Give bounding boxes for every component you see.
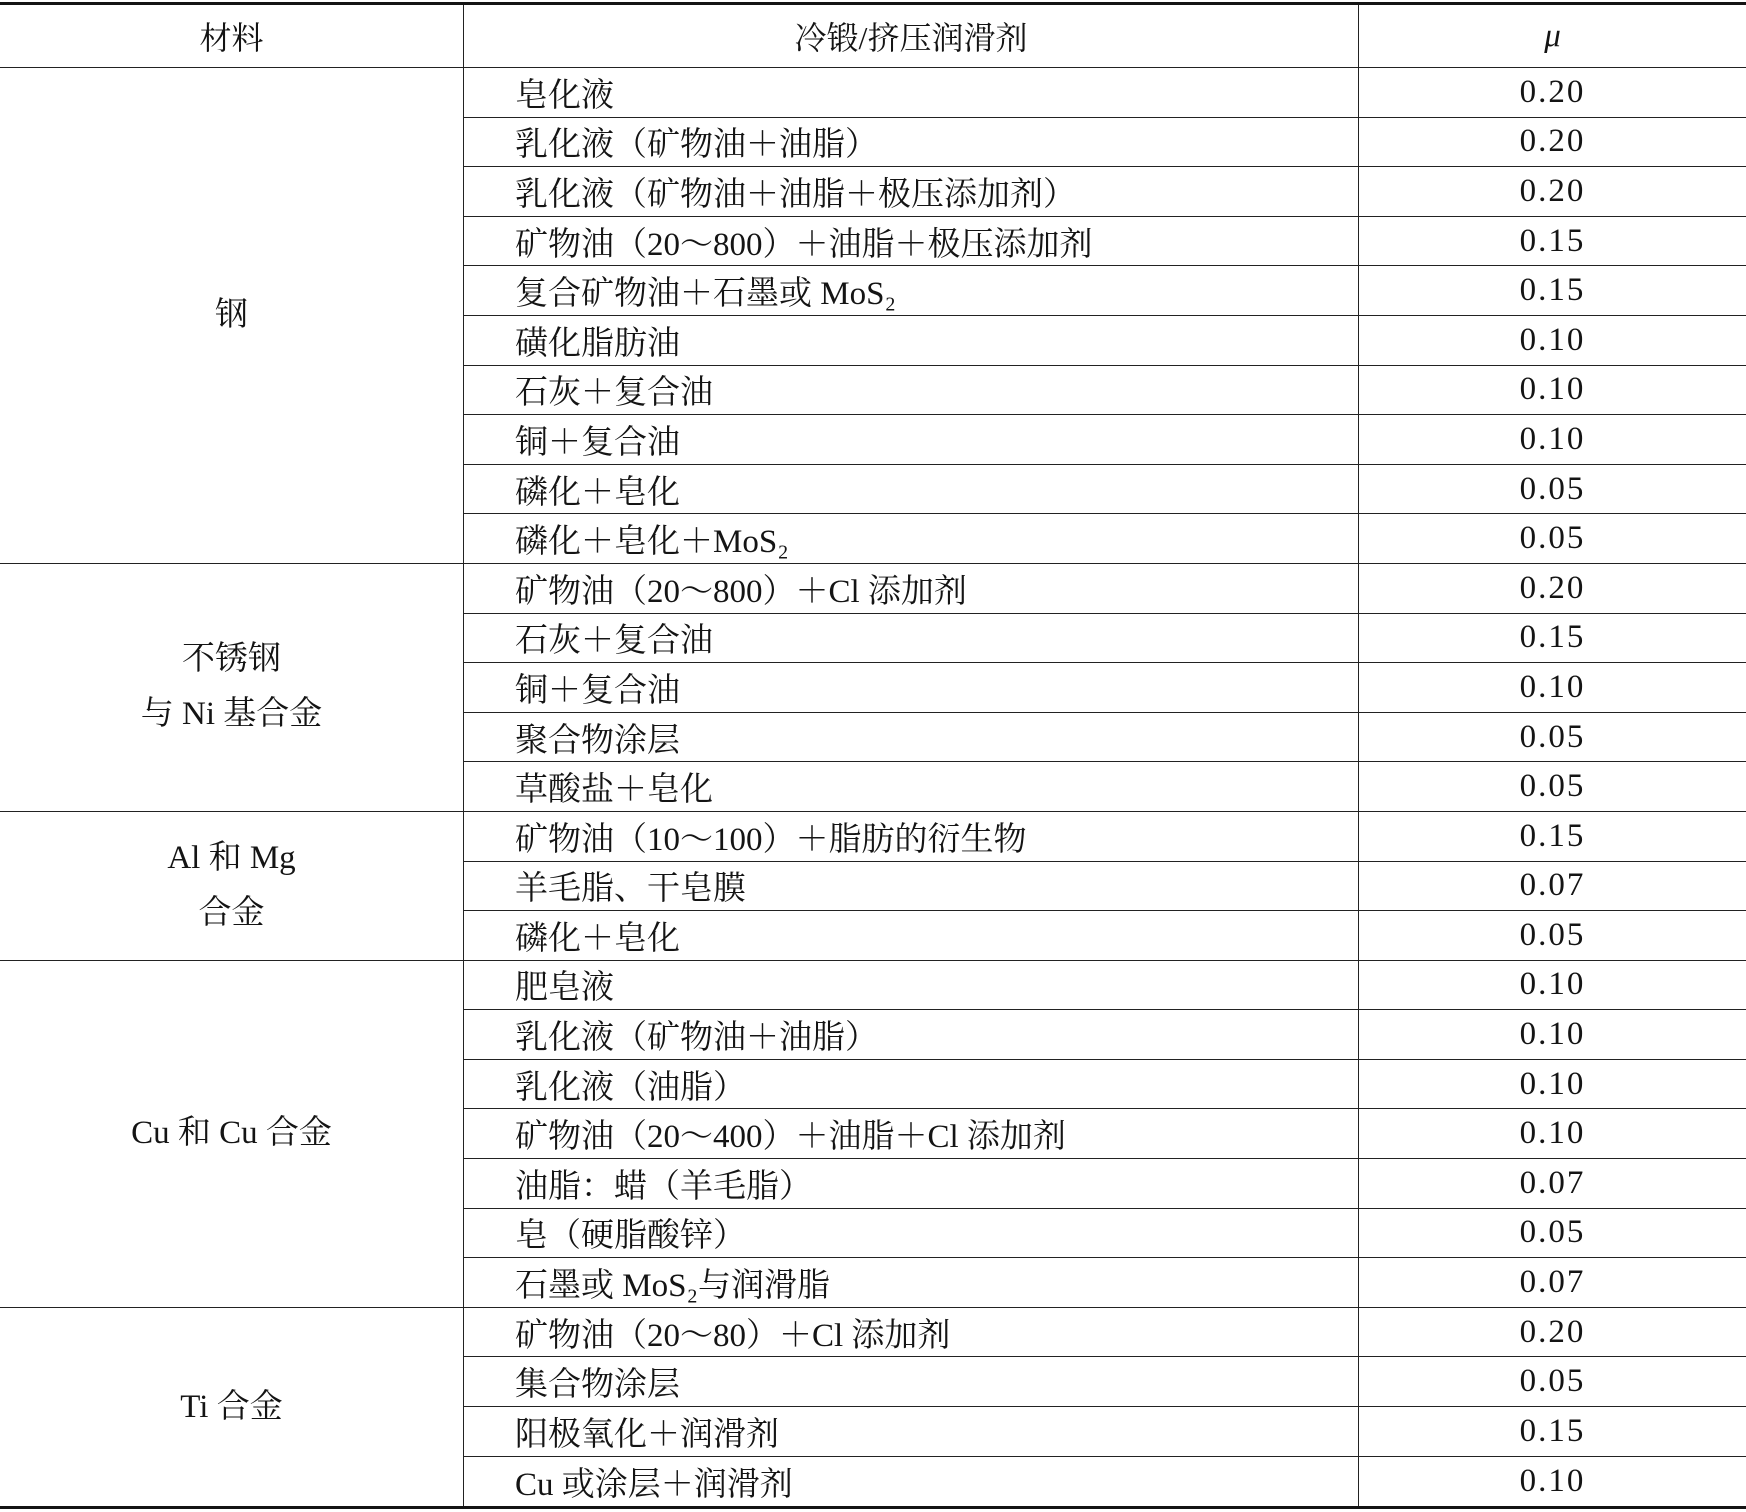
mu-value-cell: 0.07 [1358,1159,1746,1209]
lubricant-cell: 矿物油（20～400）＋油脂＋Cl 添加剂 [463,1109,1358,1159]
mu-value-cell: 0.10 [1358,663,1746,713]
mu-value-cell: 0.20 [1358,564,1746,614]
lubricant-cell: 乳化液（矿物油＋油脂＋极压添加剂） [463,167,1358,217]
lubricant-cell: 矿物油（20～800）＋油脂＋极压添加剂 [463,217,1358,267]
mu-value-cell: 0.05 [1358,911,1746,961]
lubricant-cell: 铜＋复合油 [463,415,1358,465]
material-cell-steel [0,68,463,564]
mu-value-cell: 0.15 [1358,266,1746,316]
lubricant-cell: 油脂：蜡（羊毛脂） [463,1159,1358,1209]
mu-value-cell: 0.05 [1358,713,1746,763]
material-label: Cu 和 Cu 合金 [131,1115,332,1152]
lubricant-cell: 复合矿物油＋石墨或 MoS₂ [463,266,1358,316]
mu-value-cell: 0.05 [1358,465,1746,515]
lubricant-cell: 聚合物涂层 [463,713,1358,763]
mu-value-cell: 0.20 [1358,167,1746,217]
mu-value-cell: 0.10 [1358,316,1746,366]
header-material: 材料 [0,5,463,68]
friction-coefficient-table [0,2,1746,1509]
material-label: 钢 [215,296,248,333]
mu-value-cell: 0.10 [1358,1109,1746,1159]
mu-value-cell: 0.20 [1358,68,1746,118]
mu-value-cell: 0.07 [1358,862,1746,912]
mu-symbol: μ [1544,17,1561,54]
lubricant-cell: 肥皂液 [463,961,1358,1011]
lubricant-cell: 磷化＋皂化 [463,911,1358,961]
mu-value-cell: 0.10 [1358,415,1746,465]
lubricant-cell: 羊毛脂、干皂膜 [463,862,1358,912]
material-label: Ti 合金 [180,1388,283,1425]
material-label: 不锈钢 [182,641,281,678]
material-label: Al 和 Mg [167,839,296,876]
mu-value-cell: 0.20 [1358,1308,1746,1358]
mu-value-cell: 0.10 [1358,961,1746,1011]
lubricant-cell: 集合物涂层 [463,1357,1358,1407]
lubricant-cell: 铜＋复合油 [463,663,1358,713]
lubricant-cell: 矿物油（10～100）＋脂肪的衍生物 [463,812,1358,862]
lubricant-cell: Cu 或涂层＋润滑剂 [463,1457,1358,1507]
material-cell-ti-alloy [0,1308,463,1506]
material-label: 与 Ni 基合金 [140,696,323,733]
lubricant-cell: 阳极氧化＋润滑剂 [463,1407,1358,1457]
lubricant-cell: 草酸盐＋皂化 [463,762,1358,812]
lubricant-cell: 皂化液 [463,68,1358,118]
mu-value-cell: 0.10 [1358,1010,1746,1060]
lubricant-cell: 矿物油（20～800）＋Cl 添加剂 [463,564,1358,614]
lubricant-cell: 乳化液（矿物油＋油脂） [463,1010,1358,1060]
mu-value-cell: 0.20 [1358,118,1746,168]
mu-value-cell: 0.15 [1358,1407,1746,1457]
lubricant-cell: 皂（硬脂酸锌） [463,1209,1358,1259]
mu-value-cell: 0.15 [1358,614,1746,664]
header-mu [1358,5,1746,68]
mu-value-cell: 0.10 [1358,1060,1746,1110]
lubricant-cell: 石灰＋复合油 [463,614,1358,664]
lubricant-cell: 石墨或 MoS₂与润滑脂 [463,1258,1358,1308]
lubricant-cell: 乳化液（矿物油＋油脂） [463,118,1358,168]
header-lubricant: 冷锻/挤压润滑剂 [463,5,1358,68]
mu-value-cell: 0.15 [1358,812,1746,862]
mu-value-cell: 0.10 [1358,366,1746,416]
mu-value-cell: 0.05 [1358,514,1746,564]
lubricant-cell: 磷化＋皂化＋MoS₂ [463,514,1358,564]
material-cell-al-mg-alloy [0,812,463,961]
lubricant-cell: 矿物油（20～80）＋Cl 添加剂 [463,1308,1358,1358]
mu-value-cell: 0.05 [1358,762,1746,812]
mu-value-cell: 0.07 [1358,1258,1746,1308]
lubricant-cell: 磺化脂肪油 [463,316,1358,366]
mu-value-cell: 0.10 [1358,1457,1746,1507]
mu-value-cell: 0.05 [1358,1357,1746,1407]
material-cell-cu-alloy [0,961,463,1308]
material-label: 合金 [198,894,265,931]
mu-value-cell: 0.05 [1358,1209,1746,1259]
lubricant-cell: 磷化＋皂化 [463,465,1358,515]
lubricant-cell: 石灰＋复合油 [463,366,1358,416]
mu-value-cell: 0.15 [1358,217,1746,267]
material-cell-stainless-ni-alloy [0,564,463,812]
lubricant-cell: 乳化液（油脂） [463,1060,1358,1110]
